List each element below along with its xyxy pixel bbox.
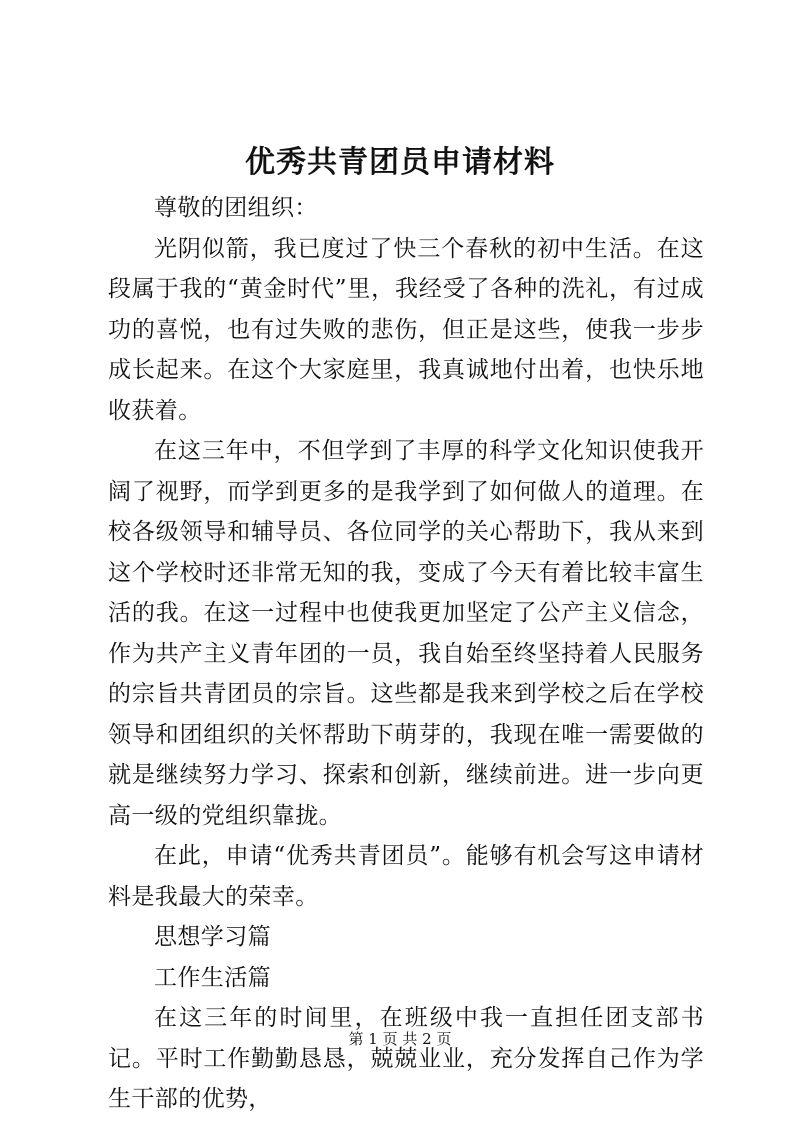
page-footer: 第 1 页 共 2 页 bbox=[348, 1030, 452, 1048]
document-title: 优秀共青团员申请材料 bbox=[245, 145, 555, 180]
body-paragraph: 在这三年中，不但学到了丰厚的科学文化知识使我开阔了视野，而学到更多的是我学到了如何做人的道理。在校各级领导和辅导员、各位同学的关心帮助下，我从来到这个学校时还非常无知的我，变成了今天有着比较丰富生活的我。在这一过程中也使我更加坚定了公产主义信念，作为共产主义青年团的一员，我自始至终坚持着人民服务的宗旨共青团员的宗旨。这些都是我来到学校之后在学校领导和团组织的关怀帮助下萌芽的，我现在唯一需要做的就是继续努力学习、探索和创新，继续前进。进一步向更高一级的党组织靠拢。 bbox=[108, 438, 704, 829]
body-paragraph: 在此，申请“优秀共青团员”。能够有机会写这申请材料是我最大的荣幸。 bbox=[108, 843, 704, 910]
body-paragraph: 在这三年的时间里，在班级中我一直担任团支部书记。平时工作勤勤恳恳，兢兢业业，充分发挥自己作为学生干部的优势， bbox=[108, 1005, 704, 1112]
body-paragraph: 光阴似箭，我已度过了快三个春秋的初中生活。在这段属于我的“黄金时代”里，我经受了各种的洗礼，有过成功的喜悦，也有过失败的悲伤，但正是这些，使我一步步成长起来。在这个大家庭里，我真诚地付出着，也快乐地收获着。 bbox=[108, 235, 704, 424]
document-body bbox=[108, 188, 704, 1120]
section-heading-work-life: 工作生活篇 bbox=[154, 964, 271, 991]
salutation-paragraph: 尊敬的团组织： bbox=[154, 195, 318, 221]
section-heading-thought-study: 思想学习篇 bbox=[154, 924, 271, 950]
